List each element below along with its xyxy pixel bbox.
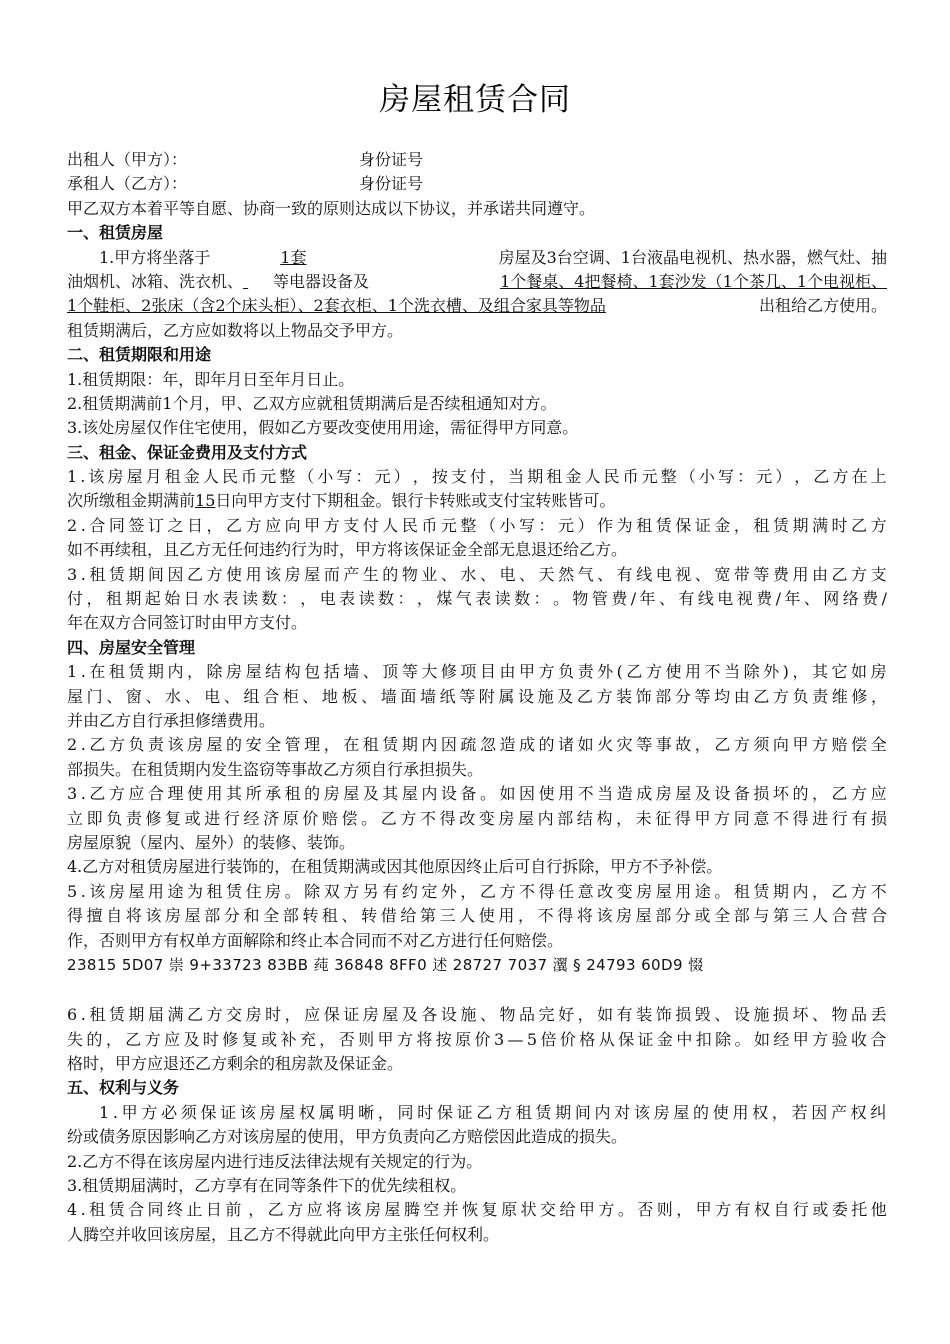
s1-text: 房屋及3台空调、1台液晶电视机、热水器，燃气灶、抽 (498, 247, 887, 267)
s4-item-2-line-2: 部损失。在租赁期内发生盗窃等事故乙方须自行承担损失。 (67, 759, 484, 779)
s3-days-field: 15 (195, 491, 216, 511)
s4-item-1-line-2: 屋 门 、 窗 、 水 、 电 、 组 合 柜 、 地 板 、 墙 面 墙 纸 等 附 属 设 施 及 乙 方 装 饰 部 分 等 均 由 乙 方 负 责 维 修 ， (67, 686, 887, 706)
encoded-text-line: 23815 5D07 崇 9+33723 83BB 莼 36848 8FF0 述 28727 7037 瀷 § 24793 60D9 惙 (67, 955, 704, 974)
lessee-id-label: 身份证号 (359, 174, 424, 194)
s4-item-3-line-1: 3 . 乙 方 应 合 理 使 用 其 所 承 租 的 房 屋 及 其 屋 内 设 备 。 如 因 使 用 不 当 造 成 房 屋 及 设 备 损 坏 的 ， 乙 方 应 (67, 784, 887, 804)
s1-blank-field (243, 270, 273, 294)
s1-underlined-items: 1个鞋柜、2张床（含2个床头柜）、2套衣柜、1个洗衣槽、及组合家具等物品 (67, 296, 606, 316)
section-4-heading: 四、房屋安全管理 (67, 637, 196, 657)
section-3-heading: 三、租金、保证金费用及支付方式 (67, 442, 308, 462)
s3-item-2-line-1: 2 . 合 同 签 订 之 日 ， 乙 方 应 向 甲 方 支 付 人 民 币 元 整 （ 小 写 ： 元 ） 作 为 租 赁 保 证 金 ， 租 赁 期 满 时 乙 方 (67, 515, 887, 535)
s4-item-6-line-1: 6 . 租 赁 期 届 满 乙 方 交 房 时 ， 应 保 证 房 屋 及 各 设 施 、 物 品 完 好 ， 如 有 装 饰 损 毁 、 设 施 损 坏 、 物 品 丢 (67, 1005, 887, 1025)
s1-text: 油烟机、冰箱、洗衣机、 (67, 271, 244, 291)
section-2-heading: 二、租赁期限和用途 (67, 345, 212, 365)
s1-text: 出租给乙方使用。 (758, 296, 887, 316)
s4-item-4: 4.乙方对租赁房屋进行装饰的，在租赁期满或因其他原因终止后可自行拆除，甲方不予补偿。 (67, 857, 723, 877)
s1-line-1 (67, 246, 887, 270)
s3-item-3-line-3: 年在双方合同签订时由甲方支付。 (67, 613, 308, 633)
s5-item-2: 2.乙方不得在该房屋内进行违反法律法规有关规定的行为。 (67, 1151, 483, 1171)
lessor-id-label: 身份证号 (359, 150, 424, 169)
lessor-label: 出租人（甲方）： (67, 150, 188, 169)
s3-item-3-line-2: 付 ， 租 期 起 始 日 水 表 读 数 ： ， 电 表 读 数 ： ， 煤 气 表 读 数 ： 。 物 管 费 / 年 、 有 线 电 视 费 / 年 、 网 络 费 / (67, 589, 887, 609)
s5-item-4-line-2: 人腾空并收回该房屋，且乙方不得就此向甲方主张任何权利。 (67, 1224, 500, 1244)
s4-item-1-line-3: 并由乙方自行承担修缮费用。 (67, 710, 276, 730)
s3-item-1-line-1: 1 . 该 房 屋 月 租 金 人 民 币 元 整 （ 小 写 ： 元 ） ， 按 支 付 ， 当 期 租 金 人 民 币 元 整 （ 小 写 ： 元 ） ， 乙 方 在 上 (67, 467, 887, 487)
s4-item-6-line-2: 失 的 ， 乙 方 应 及 时 修 复 或 补 充 ， 否 则 甲 方 将 按 原 价 3 — 5 倍 价 格 从 保 证 金 中 扣 除 。 如 经 甲 方 验 收 合 (67, 1029, 887, 1049)
preamble: 甲乙双方本着平等自愿、协商一致的原则达成以下协议，并承诺共同遵守。 (67, 198, 596, 218)
s2-item-2: 2.租赁期满前1个月，甲、乙双方应就租赁期满后是否续租通知对方。 (67, 393, 557, 413)
section-5-heading: 五、权利与义务 (67, 1078, 180, 1098)
s4-item-3-line-3: 房屋原貌（屋内、屋外）的装修、装饰。 (67, 832, 356, 852)
s3-item-1-line-2: 次所缴租金期满前15日向甲方支付下期租金。银行卡转账或支付宝转账皆可。 (67, 491, 616, 511)
s5-item-1-line-1: 1 . 甲 方 必 须 保 证 该 房 屋 权 属 明 晰 ， 同 时 保 证 乙 方 租 赁 期 间 内 对 该 房 屋 的 使 用 权 ， 若 因 产 权 纠 (99, 1102, 887, 1122)
lessee-line (67, 172, 887, 196)
s3-item-2-line-2: 如不再续租，且乙方无任何违约行为时，甲方将该保证金全部无息退还给乙方。 (67, 540, 628, 560)
lessor-line (67, 148, 887, 172)
s1-underlined-items: 1个餐桌、4把餐椅、1套沙发（1个茶几、1个电视柜、 (500, 271, 887, 291)
s5-item-4-line-1: 4 . 租 赁 合 同 终 止 日 前 ， 乙 方 应 将 该 房 屋 腾 空 并 恢 复 原 状 交 给 甲 方 。 否 则 ， 甲 方 有 权 自 行 或 委 托 他 (67, 1200, 887, 1220)
blank-spacer (67, 977, 887, 1003)
s1-text: 等电器设备及 (273, 271, 370, 291)
s1-line-3 (67, 294, 887, 318)
s4-item-6-line-3: 格时，甲方应退还乙方剩余的租房款及保证金。 (67, 1054, 404, 1074)
s1-line-2 (67, 270, 887, 294)
s1-underlined-field: 1套 (280, 247, 307, 267)
document-title: 房屋租赁合同 (379, 82, 571, 118)
s3-item-3-line-1: 3 . 租 赁 期 间 因 乙 方 使 用 该 房 屋 而 产 生 的 物 业 、 水 、 电 、 天 然 气 、 有 线 电 视 、 宽 带 等 费 用 由 乙 方 支 (67, 564, 887, 584)
s2-item-3: 3.该处房屋仅作住宅使用，假如乙方要改变使用用途，需征得甲方同意。 (67, 418, 579, 438)
s4-item-5-line-1: 5 . 该 房 屋 用 途 为 租 赁 住 房 。 除 双 方 另 有 约 定 外 ， 乙 方 不 得 任 意 改 变 房 屋 用 途 。 租 赁 期 内 ， 乙 方 不 (67, 881, 887, 901)
s4-item-5-line-2: 得 擅 自 将 该 房 屋 部 分 和 全 部 转 租 、 转 借 给 第 三 人 使 用 ， 不 得 将 该 房 屋 部 分 或 全 部 与 第 三 人 合 营 合 (67, 906, 887, 926)
s4-item-5-line-3: 作，否则甲方有权单方面解除和终止本合同而不对乙方进行任何赔偿。 (67, 930, 564, 950)
s1-line-4: 租赁期满后，乙方应如数将以上物品交予甲方。 (67, 320, 404, 340)
s5-item-1-line-2: 纷或债务原因影响乙方对该房屋的使用，甲方负责向乙方赔偿因此造成的损失。 (67, 1127, 628, 1147)
contract-body (67, 148, 887, 1247)
lessee-label: 承租人（乙方）： (67, 174, 188, 194)
section-1-heading: 一、租赁房屋 (67, 223, 164, 243)
s4-item-2-line-1: 2 . 乙 方 负 责 该 房 屋 的 安 全 管 理 ， 在 租 赁 期 内 因 疏 忽 造 成 的 诸 如 火 灾 等 事 故 ， 乙 方 须 向 甲 方 赔 偿 全 (67, 735, 887, 755)
s4-item-1-line-1: 1 . 在 租 赁 期 内 ， 除 房 屋 结 构 包 括 墙 、 顶 等 大 修 项 目 由 甲 方 负 责 外 ( 乙 方 使 用 不 当 除 外 ) ， 其 它 如 房 (67, 662, 887, 682)
s5-item-3: 3.租赁期届满时，乙方享有在同等条件下的优先续租权。 (67, 1176, 467, 1196)
s1-text: 1.甲方将坐落于 (99, 247, 211, 267)
s2-item-1: 1.租赁期限：年，即年月日至年月日止。 (67, 369, 355, 389)
s4-item-3-line-2: 立 即 负 责 修 复 或 进 行 经 济 原 价 赔 偿 。 乙 方 不 得 改 变 房 屋 内 部 结 构 ， 未 征 得 甲 方 同 意 不 得 进 行 有 损 (67, 808, 887, 828)
